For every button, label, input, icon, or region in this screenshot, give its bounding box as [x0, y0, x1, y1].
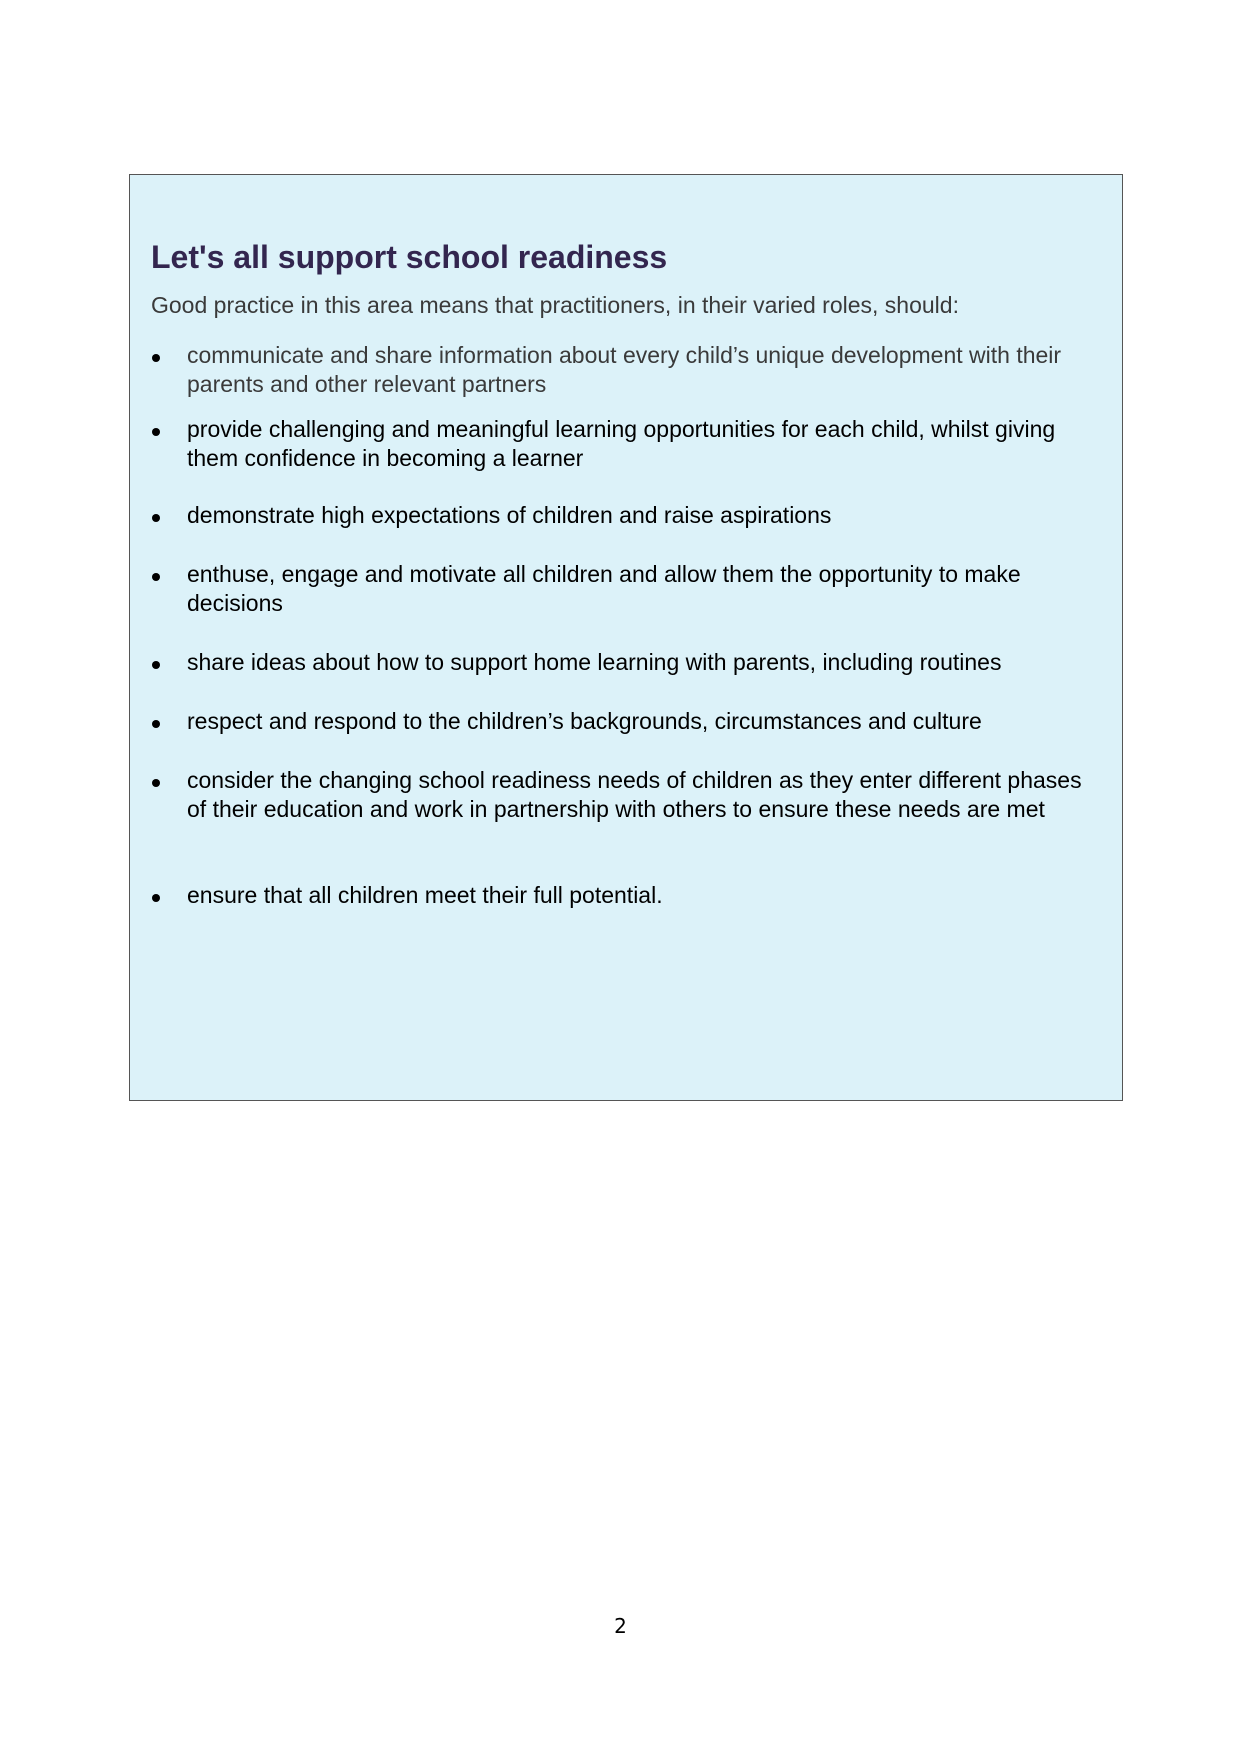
panel-intro: Good practice in this area means that practitioners, in their varied roles, should:	[151, 292, 959, 318]
bullet-icon	[152, 779, 160, 787]
bullet-text: ensure that all children meet their full potential.	[187, 882, 663, 908]
page-number: 2	[614, 1614, 627, 1638]
bullet-icon	[152, 354, 160, 362]
bullet-text: enthuse, engage and motivate all children and allow them the opportunity to make decisions	[187, 561, 1021, 616]
bullet-text: respect and respond to the children’s backgrounds, circumstances and culture	[187, 708, 982, 734]
info-panel	[129, 174, 1123, 1101]
bullet-text: share ideas about how to support home learning with parents, including routines	[187, 649, 1002, 675]
bullet-text: consider the changing school readiness needs of children as they enter different phases of their education and work in partnership with others to ensure these needs are met	[187, 767, 1082, 822]
bullet-text: demonstrate high expectations of children and raise aspirations	[187, 502, 832, 528]
bullet-icon	[152, 428, 160, 436]
bullet-icon	[152, 573, 160, 581]
bullet-text: provide challenging and meaningful learning opportunities for each child, whilst giving them confidence in becoming a learner	[187, 416, 1056, 471]
bullet-icon	[152, 720, 160, 728]
panel-title: Let's all support school readiness	[151, 239, 668, 275]
bullet-icon	[152, 514, 160, 522]
bullet-icon	[152, 894, 160, 902]
bullet-text: communicate and share information about every child’s unique development with their parents and other relevant partners	[187, 342, 1062, 397]
bullet-icon	[152, 661, 160, 669]
